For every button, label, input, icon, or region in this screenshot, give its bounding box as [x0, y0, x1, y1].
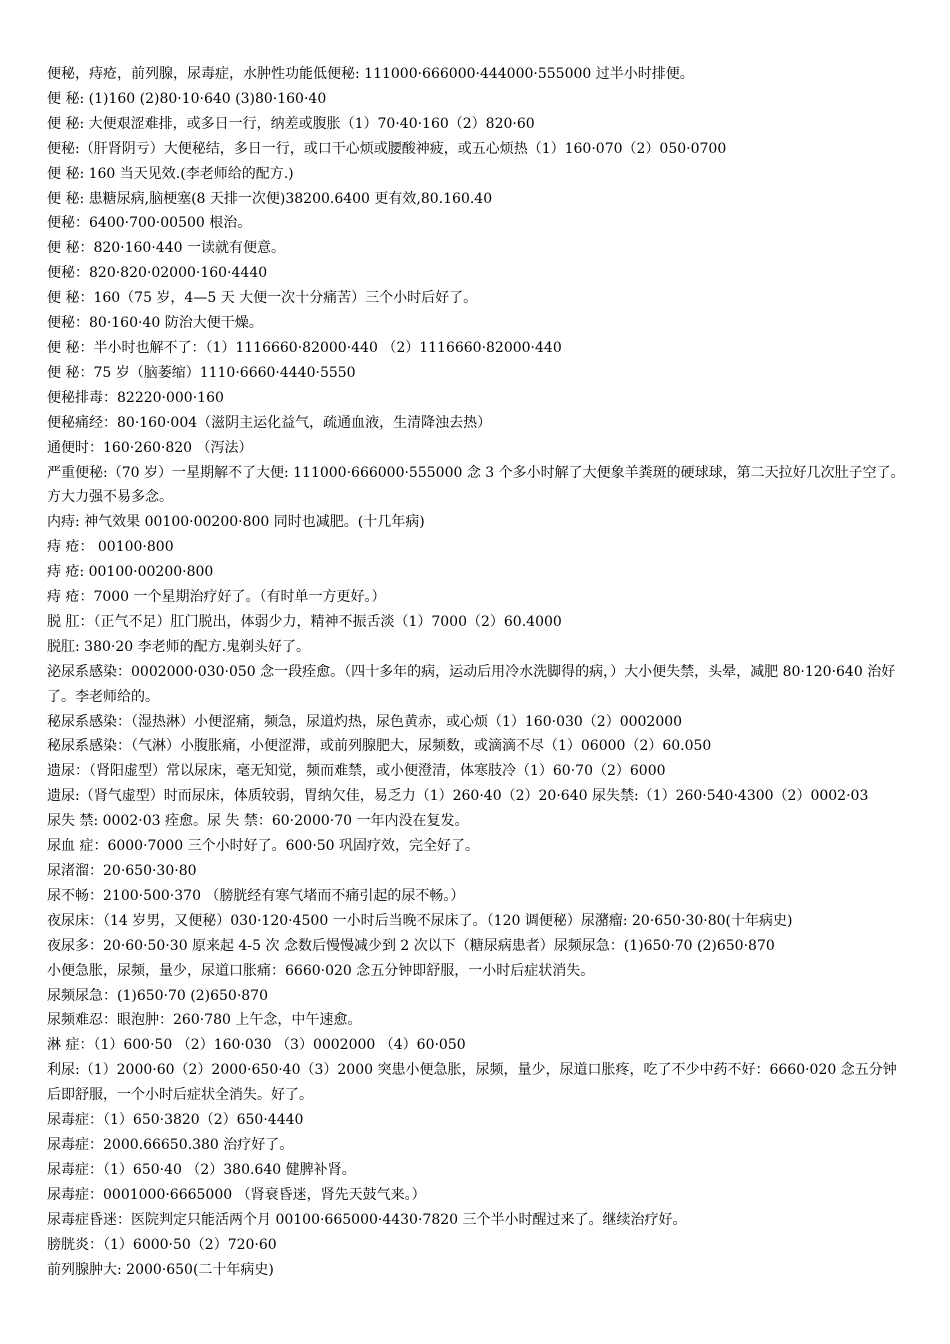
text-line: 便秘：80·160·40 防治大便干燥。 — [47, 315, 263, 332]
text-line: 淋 症：（1）600·50 （2）160·030 （3）0002000 （4）60·050 — [47, 1037, 466, 1054]
text-line: 便秘痛经：80·160·004（滋阴主运化益气，疏通血液，生清降浊去热） — [47, 414, 492, 431]
text-line: 尿频尿急：(1)650·70 (2)650·870 — [47, 987, 268, 1004]
text-line: 便 秘: 大便艰涩难排，或多日一行，纳差或腹胀（1）70·40·160（2）820·60 — [47, 115, 535, 132]
text-line: 痔 疮: 00100·00200·800 — [47, 564, 214, 581]
text-line: 便 秘：160（75 岁，4—5 天 大便一次十分痛苦）三个小时后好了。 — [47, 290, 478, 307]
text-line: 尿渚溜：20·650·30·80 — [47, 863, 197, 879]
text-line: 便秘:（肝肾阴亏）大便秘结，多日一行，或口干心烦或腰酸神疲，或五心烦热（1）160·070（2）050·0700 — [47, 140, 727, 157]
text-line: 尿失 禁: 0002·03 痊愈。尿 失 禁：60·2000·70 一年内没在复发。 — [47, 813, 469, 830]
text-line: 脱 肛：（正气不足）肛门脱出，体弱少力，精神不振舌淡（1）7000（2）60.4000 — [47, 613, 562, 630]
text-line: 痔 疮： 00100·800 — [47, 539, 174, 556]
text-line: 尿毒症：（1）650·3820（2）650·4440 — [47, 1112, 304, 1129]
text-line: 遗尿：（肾阳虚型）常以尿床，毫无知觉，频而难禁，或小便澄清，体寒肢冷（1）60·70（2）6000 — [47, 763, 666, 780]
text-line: 便秘排毒：82220·000·160 — [47, 389, 224, 406]
text-line: 尿毒症：2000.66650.380 治疗好了。 — [47, 1136, 294, 1153]
text-line: 小便急胀，尿频，量少，尿道口胀痛：6660·020 念五分钟即舒服，一小时后症状消失。 — [47, 962, 595, 979]
text-line: 秘尿系感染：（气淋）小腹胀痛，小便涩滞，或前列腺肥大，尿频数，或滴滴不尽（1）06000（2）60.050 — [47, 738, 712, 755]
text-line: 尿频难忍：眼泡肿：260·780 上午念，中午速愈。 — [47, 1012, 362, 1029]
text-line: 便 秘: (1)160 (2)80·10·640 (3)80·160·40 — [47, 90, 327, 107]
text-line: 膀胱炎：（1）6000·50（2）720·60 — [47, 1236, 277, 1253]
text-line: 便 秘：820·160·440 一读就有便意。 — [47, 240, 285, 257]
text-line: 内痔: 神气效果 00100·00200·800 同时也减肥。(十几年病) — [47, 514, 425, 531]
text-line: 便 秘: 患糖尿病,脑梗塞(8 天排一次便)38200.6400 更有效,80.160.40 — [47, 190, 493, 207]
text-line: 尿毒症昏迷：医院判定只能活两个月 00100·665000·4430·7820 三个半小时醒过来了。继续治疗好。 — [47, 1211, 687, 1228]
text-line: 脱肛: 380·20 李老师的配方.鬼剃头好了。 — [47, 638, 311, 655]
text-line: 尿毒症：（1）650·40 （2）380.640 健脾补肾。 — [47, 1161, 356, 1178]
text-line: 便 秘: 160 当天见效.(李老师给的配方.) — [47, 165, 294, 182]
text-line: 尿血 症：6000·7000 三个小时好了。600·50 巩固疗效，完全好了。 — [47, 838, 480, 855]
text-line: 通便时：160·260·820 （泻法） — [47, 439, 253, 456]
text-line: 利尿:（1）2000·60（2）2000·650·40（3）2000 突患小便急胀，尿频，量少，尿道口胀疼，吃了不少中药不好：6660·020 念五分钟后即舒服，一个小时后症状全消失。好了。 — [47, 1062, 897, 1104]
text-line: 便秘：6400·700·00500 根治。 — [47, 215, 252, 232]
text-line: 便秘：820·820·02000·160·4440 — [47, 265, 268, 282]
text-line: 便 秘：75 岁（脑萎缩）1110·6660·4440·5550 — [47, 364, 356, 381]
text-line: 尿毒症：0001000·6665000 （肾衰昏迷，肾先天鼓气来。） — [47, 1186, 426, 1203]
text-line: 秘尿系感染：（湿热淋）小便涩痛，频急，尿道灼热，尿色黄赤，或心烦（1）160·030（2）0002000 — [47, 713, 683, 730]
text-line: 便 秘：半小时也解不了：（1）1116660·82000·440 （2）1116660·82000·440 — [47, 339, 562, 356]
text-line: 尿不畅：2100·500·370 （膀胱经有寒气堵而不痛引起的尿不畅。） — [47, 887, 465, 904]
text-line: 便秘，痔疮，前列腺，尿毒症，水肿性功能低便秘: 111000·666000·444000·555000 过半小时排便。 — [47, 66, 694, 82]
text-line: 前列腺肿大: 2000·650(二十年病史) — [47, 1261, 274, 1278]
text-line: 泌尿系感染：0002000·030·050 念一段痊愈。（四十多年的病，运动后用冷水洗脚得的病，）大小便失禁，头晕，减肥 80·120·640 治好了。李老师给的。 — [47, 663, 896, 705]
text-line: 遗尿:（肾气虚型）时而尿床，体质较弱，胃纳欠佳，易乏力（1）260·40（2）20·640 尿失禁:（1）260·540·4300（2）0002·03 — [47, 788, 869, 805]
text-line: 夜尿多：20·60·50·30 原来起 4-5 次 念数后慢慢减少到 2 次以下（糖尿病患者）尿频尿急：(1)650·70 (2)650·870 — [47, 937, 775, 954]
text-line: 严重便秘:（70 岁）一星期解不了大便: 111000·666000·555000 念 3 个多小时解了大便象羊粪斑的硬球球，第二天拉好几次肚子空了。方大力强不易多念。 — [47, 464, 905, 506]
text-line: 痔 疮：7000 一个星期治疗好了。（有时单一方更好。） — [47, 589, 386, 606]
text-line: 夜尿床：（14 岁男，又便秘）030·120·4500 一小时后当晚不尿床了。（120 调便秘）尿潴瘤: 20·650·30·80(十年病史) — [47, 912, 793, 929]
